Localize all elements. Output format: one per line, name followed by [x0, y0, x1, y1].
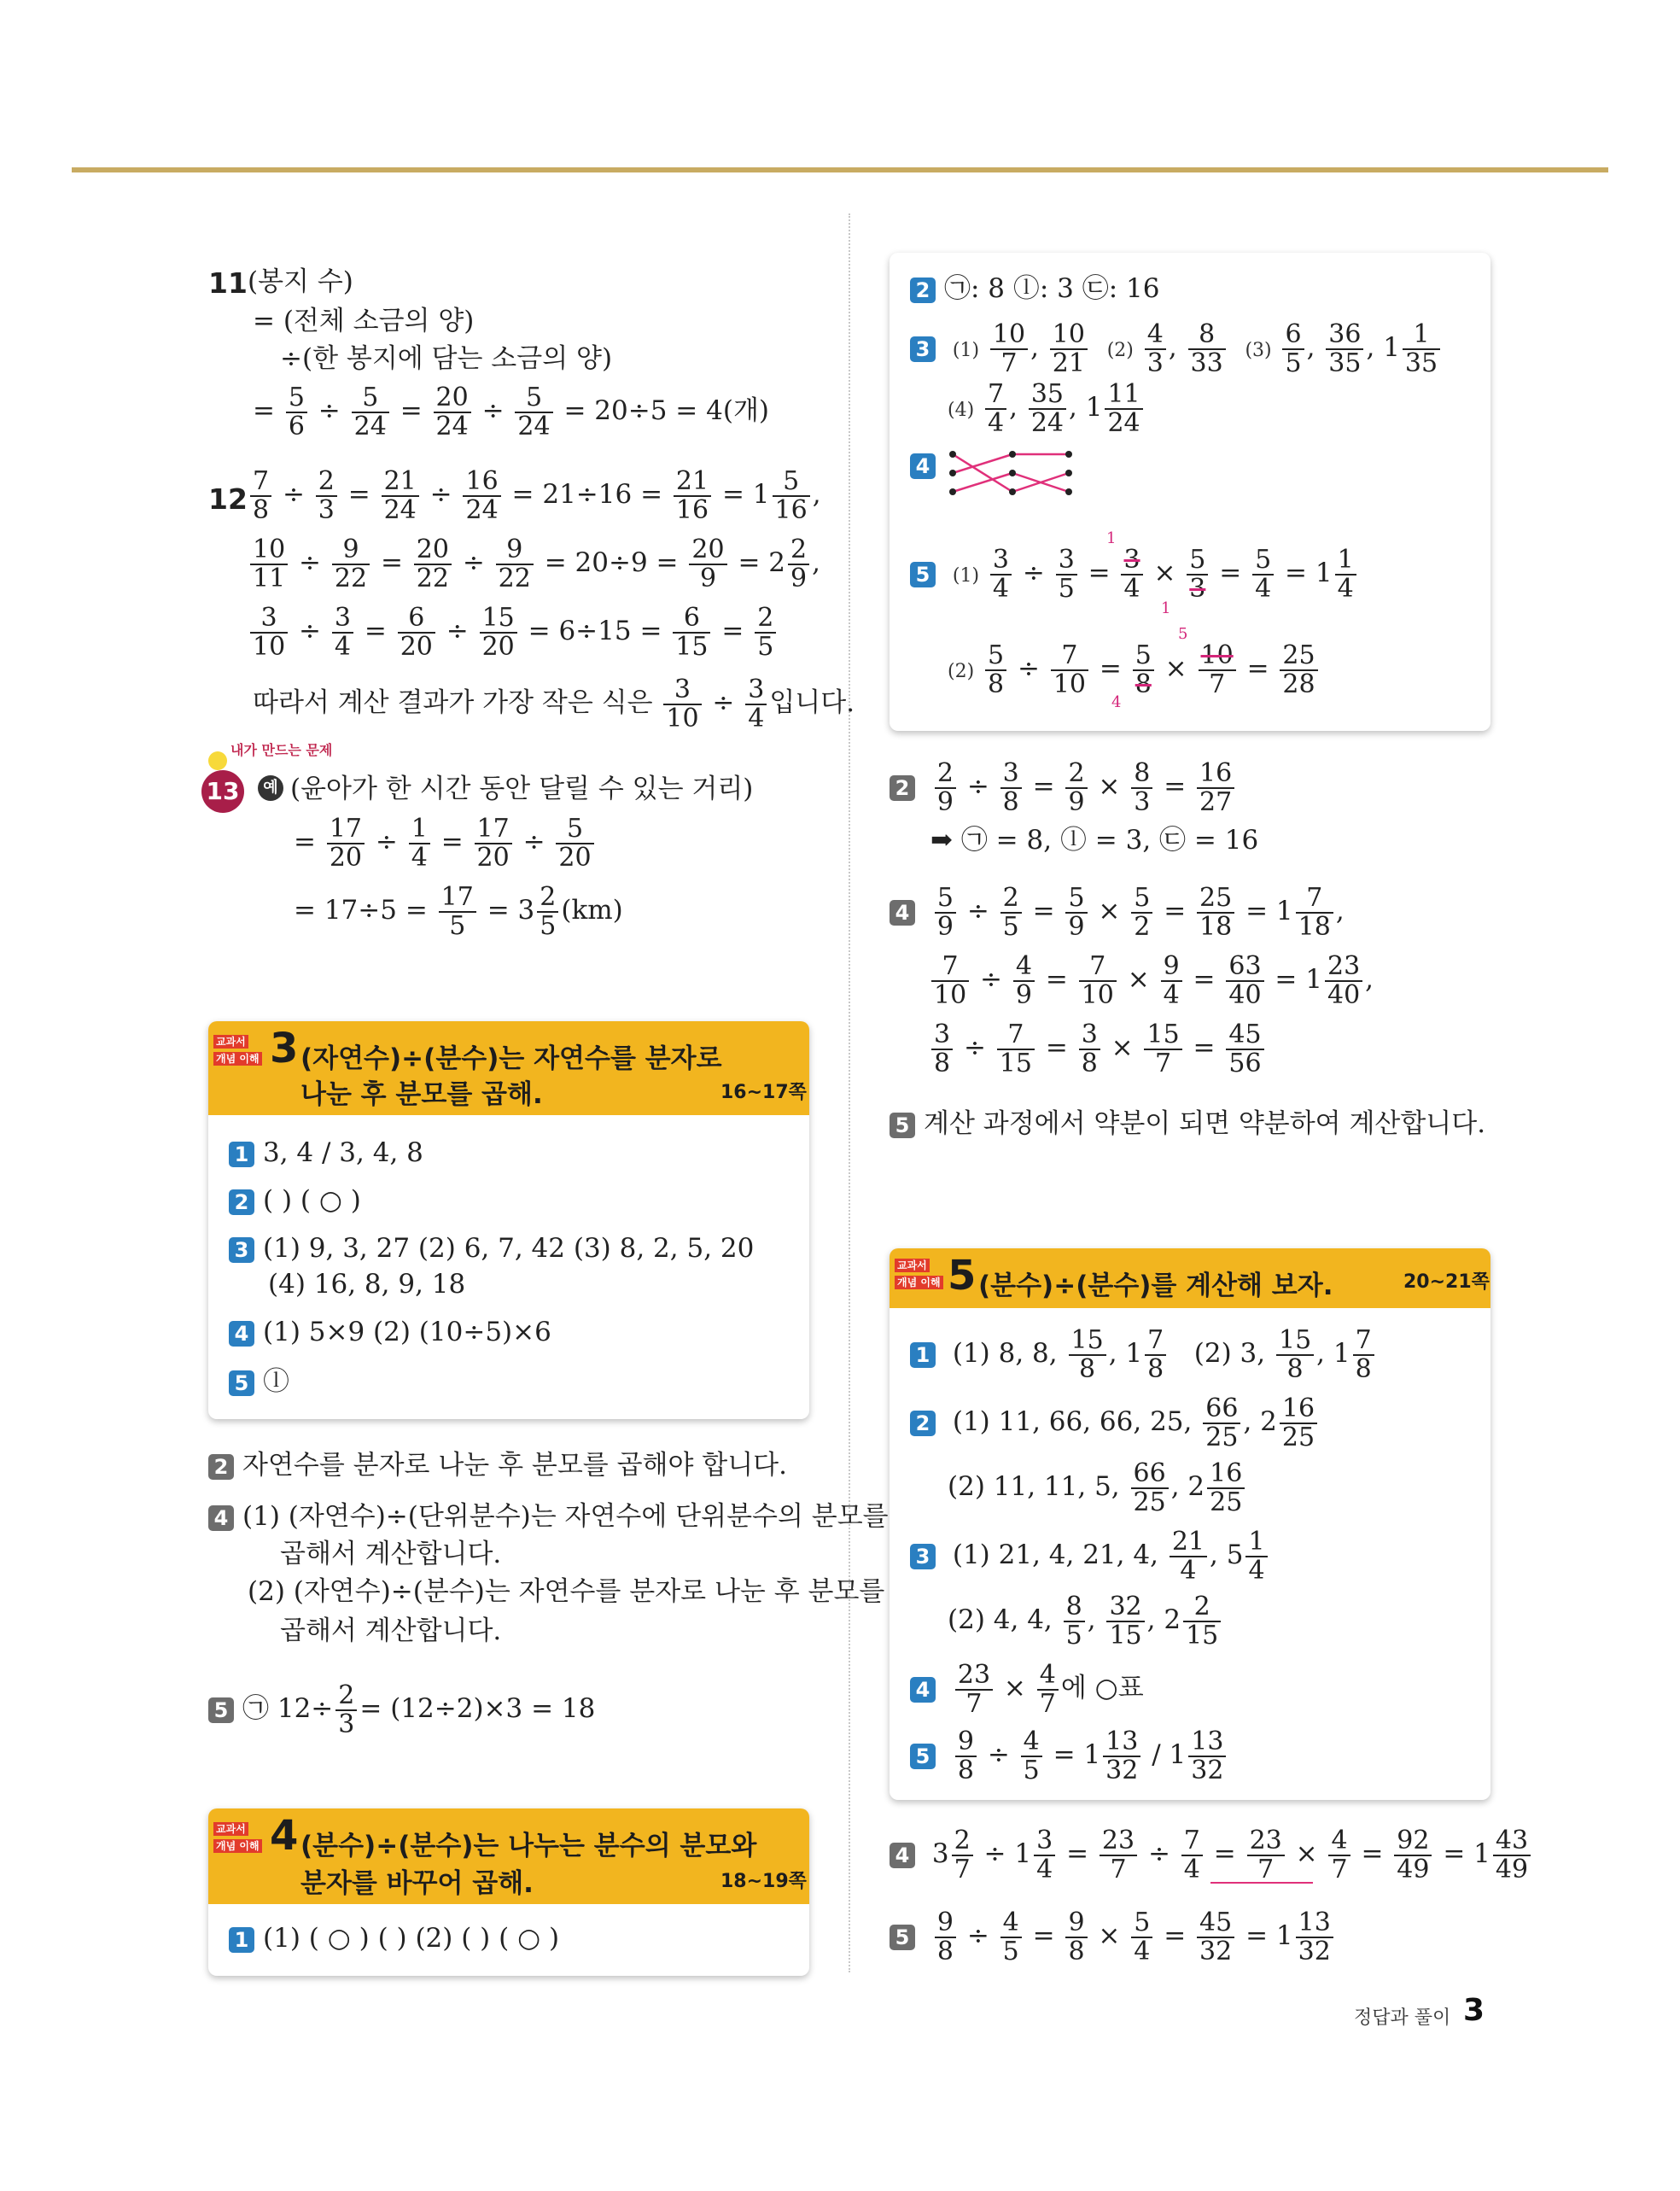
- cancel-mark: 1: [1161, 599, 1171, 617]
- explain-4-row-3: $\frac{3}{8}$ ÷ $\frac{7}{15}$ = $\frac{3}{8}$ × $\frac{15}{7}$ = $\frac{45}{56}$: [929, 1021, 1267, 1077]
- q12-row-1: $\frac{7}{8}$ ÷ $\frac{2}{3}$ = $\frac{21}{24}$ ÷ $\frac{16}{24}$ = 21÷16 = $\frac{21}{16}$ = 1 $\frac{5}{16}$ ,: [248, 468, 821, 523]
- explain-5b: 5 $\frac{9}{8}$ ÷ $\frac{4}{5}$ = $\frac{9}{8}$ × $\frac{5}{4}$ = $\frac{45}{32}$ = 1 $\frac{13}{32}$: [890, 1909, 1336, 1965]
- q13-line-3: = 17÷5 = $\frac{17}{5}$ = 3 $\frac{2}{5}$ (km): [294, 882, 623, 941]
- answer-5: 5 $\frac{9}{8}$ ÷ $\frac{4}{5}$ = 1 $\frac{13}{32}$ / 1 $\frac{13}{32}$: [910, 1728, 1228, 1784]
- header-rule: [72, 167, 1608, 172]
- answer-4: 4 (1) 5×9 (2) (10÷5)×6: [229, 1317, 551, 1348]
- explain-5: 5 ㉠ 12÷ $\frac{2}{3}$ = (12÷2)×3 = 18: [208, 1682, 595, 1738]
- answer-2-2: (2) 11, 11, 5, $\frac{66}{25}$ , 2 $\frac{16}{25}$: [948, 1460, 1247, 1516]
- matching-lines-diagram: [944, 444, 1081, 512]
- answer-4: 4: [910, 449, 944, 481]
- explain-4b: 4 3 $\frac{2}{7}$ ÷ 1 $\frac{3}{4}$ = $\frac{23}{7}$ ÷ $\frac{7}{4}$ = $\frac{23}{7}$ × $\frac{4}{7}$ = $\frac{92}{49}$ = 1 $\frac{43}{49}$: [890, 1827, 1533, 1883]
- example-badge: 예: [258, 775, 283, 801]
- section-title: (분수)÷(분수)를 계산해 보자.: [978, 1271, 1333, 1301]
- q12-conclusion: 따라서 계산 결과가 가장 작은 식은 $\frac{3}{10}$ ÷ $\frac{3}{4}$ 입니다.: [253, 675, 855, 733]
- section-title: (자연수)÷(분수)는 자연수를 분자로: [300, 1043, 722, 1074]
- answer-1: 1 (1) ( ○ ) ( ) (2) ( ) ( ○ ): [229, 1923, 559, 1954]
- answer-1: 1 3, 4 / 3, 4, 8: [229, 1137, 423, 1169]
- answer-1: 1 (1) 8, 8, $\frac{15}{8}$ , 1 $\frac{7}{8}$ (2) 3, $\frac{15}{8}$ , 1 $\frac{7}{8}$: [910, 1327, 1377, 1382]
- explain-4: 4 $\frac{5}{9}$ ÷ $\frac{2}{5}$ = $\frac{5}{9}$ × $\frac{5}{2}$ = $\frac{25}{18}$ = 1 $\frac{7}{18}$ ,: [890, 885, 1345, 940]
- q11-equation: = $\frac{5}{6}$ ÷ $\frac{5}{24}$ = $\frac{20}{24}$ ÷ $\frac{5}{24}$ = 20÷5 = 4(개): [253, 383, 769, 441]
- answer-2: 2 (1) 11, 66, 66, 25, $\frac{66}{25}$ , 2 $\frac{16}{25}$: [910, 1395, 1320, 1451]
- answer-3: 3 (1) $\frac{10}{7}$ , $\frac{10}{21}$ (2) $\frac{4}{3}$ , $\frac{8}{33}$ (3) $\frac{6}{5}$ , $\frac{36}{35}$ , 1 $\frac{1}{35}$: [910, 321, 1443, 377]
- answer-2: 2 ( ) ( ○ ): [229, 1185, 361, 1217]
- page-number: 3: [1463, 1993, 1485, 2028]
- cancel-mark: 5: [1178, 625, 1188, 643]
- answer-3-2: (2) 4, 4, $\frac{8}{5}$ , $\frac{32}{15}$ , 2 $\frac{2}{15}$: [948, 1593, 1223, 1649]
- q13-line-2: = $\frac{17}{20}$ ÷ $\frac{1}{4}$ = $\frac{17}{20}$ ÷ $\frac{5}{20}$: [294, 815, 597, 871]
- question-number: 12: [208, 482, 248, 516]
- cancel-mark: 1: [1106, 529, 1117, 547]
- answer-3: 3 (1) 21, 4, 21, 4, $\frac{21}{4}$ , 5 $\frac{1}{4}$: [910, 1528, 1270, 1584]
- underline-mark: [1210, 1882, 1313, 1884]
- smiley-icon: [208, 751, 227, 770]
- explain-2: 2 자연수를 분자로 나눈 후 분모를 곱해야 합니다.: [208, 1450, 787, 1481]
- column-divider: [849, 213, 850, 1972]
- explain-2: 2 $\frac{2}{9}$ ÷ $\frac{3}{8}$ = $\frac{2}{9}$ × $\frac{8}{3}$ = $\frac{16}{27}$: [890, 760, 1237, 815]
- explain-5: 5 계산 과정에서 약분이 되면 약분하여 계산합니다.: [890, 1108, 1485, 1140]
- answer-4: 4 $\frac{23}{7}$ × $\frac{4}{7}$ 에 ○표: [910, 1662, 1144, 1717]
- q12-row-3: $\frac{3}{10}$ ÷ $\frac{3}{4}$ = $\frac{6}{20}$ ÷ $\frac{15}{20}$ = 6÷15 = $\frac{6}{15}$ = $\frac{2}{5}$: [248, 605, 779, 660]
- answer-5: 5 ⓛ: [229, 1366, 289, 1398]
- question-number: 11: [208, 266, 248, 300]
- section-title: (분수)÷(분수)는 나누는 분수의 분모와: [300, 1831, 757, 1861]
- answer-3-4: (4) $\frac{7}{4}$ , $\frac{35}{24}$ , 1 $\frac{11}{24}$: [948, 381, 1146, 436]
- section-title: 분자를 바꾸어 곱해.: [300, 1868, 534, 1899]
- question-number: 13: [201, 770, 244, 813]
- answer-5-2: (2) $\frac{5}{8}$ ÷ $\frac{7}{10}$ = $\frac{5}{8}$ × $\frac{10}{7}$ = $\frac{25}{28}$: [948, 642, 1321, 698]
- answer-3: 3 (1) 9, 3, 27 (2) 6, 7, 42 (3) 8, 2, 5, 20: [229, 1233, 754, 1265]
- section-title: 나눈 후 분모를 곱해.: [300, 1079, 543, 1110]
- answer-5-1: 5 (1) $\frac{3}{4}$ ÷ $\frac{3}{5}$ = $\frac{3}{4}$ × $\frac{5}{3}$ = $\frac{5}{4}$ = 1 $\frac{1}{4}$: [910, 546, 1359, 602]
- answer-2: 2 ㉠: 8 ⓛ: 3 ㉢: 16: [910, 273, 1160, 305]
- footer-label: 정답과 풀이: [1354, 2007, 1451, 2029]
- explain-4: 4 (1) (자연수)÷(단위분수)는 자연수에 단위분수의 분모를: [208, 1501, 889, 1533]
- explain-4-row-2: $\frac{7}{10}$ ÷ $\frac{4}{9}$ = $\frac{7}{10}$ × $\frac{9}{4}$ = $\frac{63}{40}$ = 1 $\frac{23}{40}$ ,: [929, 953, 1374, 1008]
- cancel-mark: 4: [1111, 693, 1122, 711]
- q12-row-2: $\frac{10}{11}$ ÷ $\frac{9}{22}$ = $\frac{20}{22}$ ÷ $\frac{9}{22}$ = 20÷9 = $\frac{20}{9}$ = 2 $\frac{2}{9}$ ,: [248, 536, 820, 592]
